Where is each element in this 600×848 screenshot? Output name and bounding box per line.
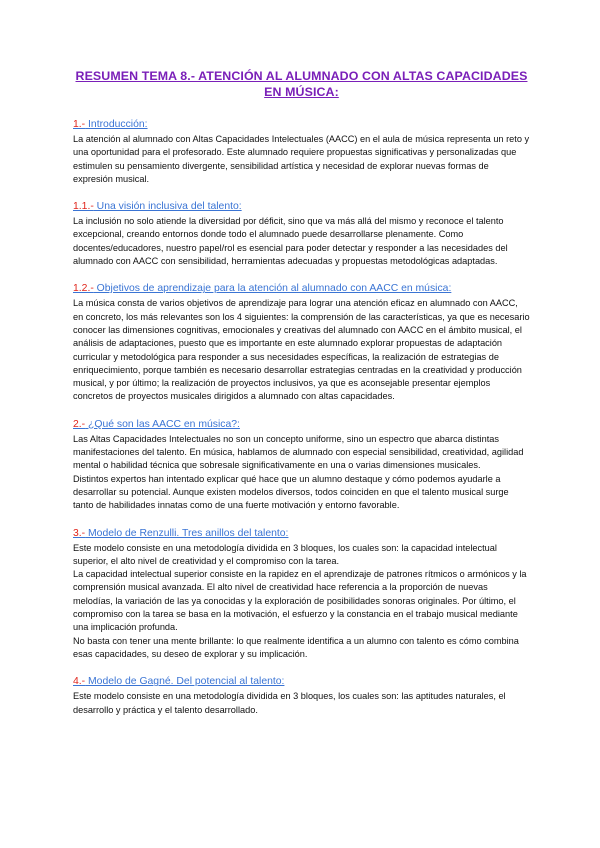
section-heading-text: Una visión inclusiva del talento: [93,201,242,213]
section-heading-text: Introducción: [85,119,148,130]
section-number: 2.- [73,418,86,430]
paragraph: Este modelo consiste en una metodología dividida en 3 bloques, los cuales son: las aptitudes naturales, el desarrollo y práctica y el talento desarrollado. [73,691,506,715]
paragraph: La inclusión no solo atiende la diversidad por déficit, sino que va más allá del mismo y reconoce el talento excepcional, creando entornos donde todo el alumnado puede desarrollarse plenamente. Como docentes/educadores, nuestro papel/rol es esencial para poder detectar y responder a las necesidades del alumnado con AACC con sensibilidad, herramientas adecuadas y propuestas metodológicas adaptadas. [73,216,508,267]
section-heading [73,200,530,213]
section-heading [73,418,530,431]
section-objetivos [73,282,530,403]
document-title [73,68,530,100]
paragraph: Distintos expertos han intentado explicar qué hace que un alumno destaque y cómo podemos ayudarle a desarrollar su potencial. Aunque existen modelos diversos, todos coinciden en que el talento musical surge tanto de habilidades innatas como de una fuerte motivación y entorno favorable. [73,473,509,511]
section-gagne [73,675,530,717]
section-heading [73,527,530,540]
paragraph: La atención al alumnado con Altas Capacidades Intelectuales (AACC) en el aula de música representa un reto y una oportunidad para el profesorado. Este alumnado requiere propuestas significativas y personalizadas que estimulen su pensamiento divergente, sensibilidad artística y necesidad de explorar nuevas formas de expresión musical. [73,134,530,184]
section-heading [73,675,530,688]
section-renzulli [73,527,530,662]
paragraph: No basta con tener una mente brillante: lo que realmente identifica a un alumno con talento es cómo combina esas capacidades, su deseo de explorar y su implicación. [73,635,519,659]
section-heading-text: ¿Qué son las AACC en música?: [85,418,240,430]
paragraph: Las Altas Capacidades Intelectuales no son un concepto uniforme, sino un espectro que abarca distintas manifestaciones del talento. En música, hablamos de alumnado con especial sensibilidad, creatividad, agilidad mental o habilidad técnica que sobresale significativamente en una o varias dimensiones musicales. [73,433,524,471]
section-number: 1.- [73,119,86,130]
section-que-son-aacc [73,418,530,513]
section-number: 1.1.- [73,201,94,213]
section-heading [73,282,530,295]
section-introduccion [73,118,530,186]
section-heading [73,118,530,131]
paragraph: La música consta de varios objetivos de aprendizaje para lograr una atención eficaz en alumnado con AACC, en concreto, los más relevantes son los 4 siguientes: la comprensión de las características, ya que es necesario conocer las dimensiones cognitivas, emocionales y creativas del alumnado con AACC en el ámbito musical, el análisis de adaptaciones, puesto que es importante en este alumnado explorar propuestas de adaptación curricular y metodológica para responder a sus necesidades específicas, la realización de estrategias de enriquecimiento, porque también es necesario desarrollar estrategias centradas en la creatividad y producción musical, y por último; la realización de proyectos inclusivos, ya que es aconsejable presentar ejemplos concretos de proyectos musicales dirigidos a alumnado con altas capacidades. [73,298,530,402]
section-heading-text: Objetivos de aprendizaje para la atención al alumnado con AACC en música: [93,283,452,295]
section-number: 4.- [73,676,86,688]
section-heading-text: Modelo de Renzulli. Tres anillos del talento: [85,527,289,539]
paragraph: Este modelo consiste en una metodología dividida en 3 bloques, los cuales son: la capacidad intelectual superior, el alto nivel de creatividad y el compromiso con la tarea. [73,542,497,566]
section-heading-text: Modelo de Gagné. Del potencial al talento: [85,676,285,688]
title-line-1: RESUMEN TEMA 8.- ATENCIÓN AL ALUMNADO CON ALTAS CAPACIDADES [75,69,528,83]
section-number: 1.2.- [73,283,94,295]
paragraph: La capacidad intelectual superior consiste en la rapidez en el aprendizaje de patrones rítmicos o armónicos y la comprensión musical avanzada. El alto nivel de creatividad hace referencia a la proporción de nuevas melodías, la variación de las ya conocidas y la exploración de posibilidades sonoras originales. Por último, el compromiso con la tarea se basa en la motivación, el esfuerzo y la constancia en el trabajo musical mediante una implicación profunda. [73,569,527,633]
section-vision-inclusiva [73,200,530,268]
title-line-2: EN MÚSICA: [264,85,339,99]
section-number: 3.- [73,527,86,539]
